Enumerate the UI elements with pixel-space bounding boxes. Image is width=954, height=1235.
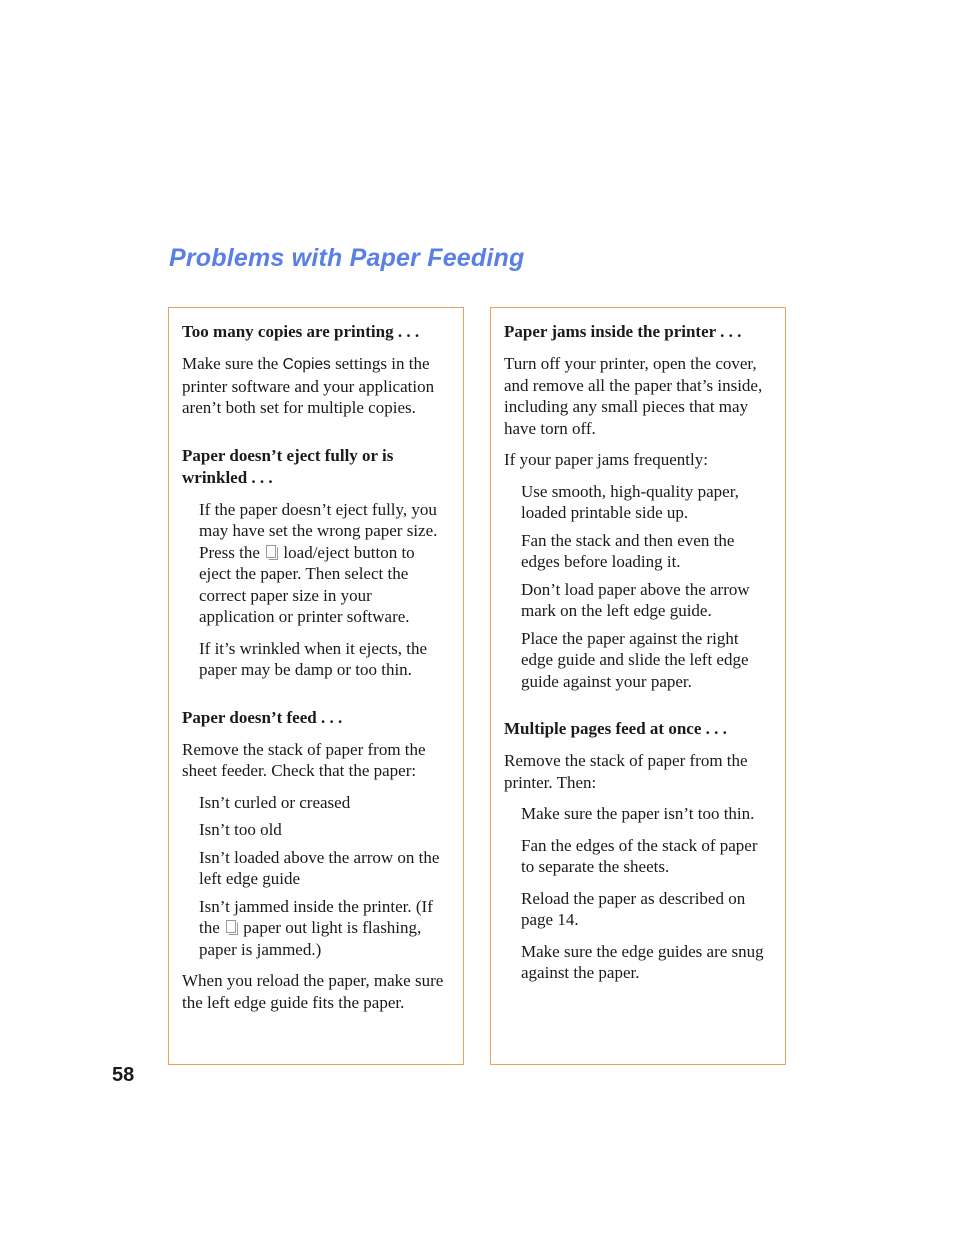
multiple-item: Make sure the edge guides are snug against the paper. — [521, 941, 764, 982]
copies-body — [182, 353, 450, 419]
feed-item4-start: Isn’t jammed inside the printer. (If the — [199, 896, 433, 937]
feed-item: Isn’t too old — [199, 820, 282, 839]
multiple-item: Fan the edges of the stack of paper to separate the sheets. — [521, 835, 758, 876]
right-troubleshooting-box — [490, 307, 786, 1065]
jams-paragraph-1: Turn off your printer, open the cover, and remove all the paper that’s inside, including any small pieces that may have torn off. — [504, 354, 763, 438]
jams-item: Place the paper against the right edge guide and slide the left edge guide against your paper. — [521, 628, 749, 691]
multiple-heading: Multiple pages feed at once . . . — [504, 719, 727, 738]
eject-paragraph-1 — [199, 499, 450, 628]
jams-heading: Paper jams inside the printer . . . — [504, 322, 742, 341]
jams-item: Don’t load paper above the arrow mark on the left edge guide. — [521, 579, 750, 620]
multiple-item: Reload the paper as described on page 14. — [521, 888, 746, 929]
paper-button-icon — [266, 545, 277, 559]
jams-item: Fan the stack and then even the edges before loading it. — [521, 530, 735, 571]
paper-out-light-icon — [226, 920, 237, 934]
eject-heading: Paper doesn’t eject fully or is wrinkled . . . — [182, 445, 394, 487]
page-number: 58 — [112, 1064, 135, 1086]
jams-item: Use smooth, high-quality paper, loaded printable side up. — [521, 481, 739, 522]
feed-closing: When you reload the paper, make sure the left edge guide fits the paper. — [182, 971, 444, 1012]
copies-body-end: settings in the printer software and your application aren’t both set for multiple copies. — [182, 354, 435, 417]
eject-p1-start: If the paper doesn’t eject fully, you may have set the wrong paper size. Press the — [199, 499, 438, 562]
copies-setting-name: Copies — [282, 356, 331, 373]
copies-body-start: Make sure the — [182, 354, 283, 373]
section-title: Problems with Paper Feeding — [169, 244, 525, 272]
eject-p1-end: load/eject button to eject the paper. Then select the correct paper size in your application or printer software. — [199, 542, 415, 626]
feed-item: Isn’t loaded above the arrow on the left edge guide — [199, 847, 440, 888]
feed-item-jammed — [199, 896, 450, 961]
multiple-item: Make sure the paper isn’t too thin. — [521, 804, 755, 823]
left-troubleshooting-box — [168, 307, 464, 1065]
feed-item4-end: paper out light is flashing, paper is jammed.) — [199, 918, 422, 959]
feed-heading: Paper doesn’t feed . . . — [182, 707, 343, 727]
copies-heading: Too many copies are printing . . . — [182, 322, 420, 341]
feed-item: Isn’t curled or creased — [199, 792, 351, 812]
feed-intro: Remove the stack of paper from the sheet feeder. Check that the paper: — [182, 739, 426, 780]
multiple-intro: Remove the stack of paper from the printer. Then: — [504, 751, 748, 792]
jams-paragraph-2: If your paper jams frequently: — [504, 450, 708, 469]
eject-paragraph-2: If it’s wrinkled when it ejects, the paper may be damp or too thin. — [199, 638, 428, 679]
